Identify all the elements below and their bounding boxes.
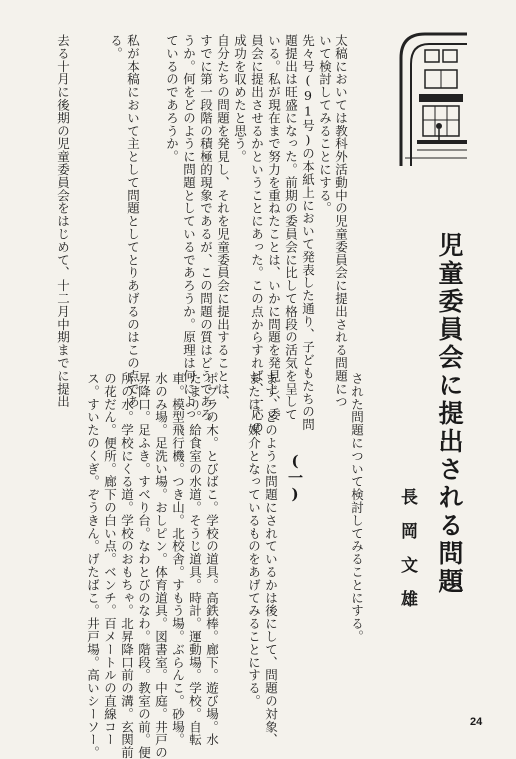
text-column: まず、どのように問題にされているかは後にして、問題の対象、 (263, 372, 279, 747)
text-column: 私が本稿において主として問題としてとりあげるのはこの点であ (125, 34, 141, 409)
section-marker: (一) (286, 452, 304, 503)
text-column: 自分たちの問題を発見し、それを児童委員会に提出することは、 (215, 34, 231, 409)
page-number: 24 (470, 716, 483, 728)
text-column: いて検討してみることにする。 (317, 34, 333, 215)
text-column: 成功を収めたと思う。 (232, 34, 248, 163)
list-column: たまり。給食室の水道。そうじ道具。時計。運動場。学校。自転 (187, 372, 203, 747)
author-name: 長岡文雄 (397, 488, 417, 624)
school-building-illustration (395, 28, 473, 168)
list-column: ポプラの木。とびばこ。学校の道具。高鉄棒。廊下。遊び場。水 (204, 372, 220, 747)
text-column: いる。私が現在まで努力を重ねたことは、いかに問題を発見し、委 (266, 34, 282, 421)
text-column: ているのであろうか。 (164, 34, 180, 163)
list-column: 車。模型飛行機。つき山。北校舎。すもう場。ぶらんこ。砂場。 (170, 372, 186, 747)
list-column: 昇降口。足ふき。すべり台。なわとびのなわ。階段。教室の前。便 (136, 372, 152, 759)
text-column: 去る十月に後期の児童委員会をはじめて、十二月中期までに提出 (55, 34, 71, 409)
text-column: 題提出は旺盛になった。前期の委員会に比して格段の活気を呈して (283, 34, 299, 421)
text-column: すでに第一段階の積極的現象であるが、この問題の質はどうであろ (198, 34, 214, 421)
text-column: された問題について検討してみることにする。 (349, 372, 365, 643)
text-column: 先々号(91号)の本紙上において発表した通り、子どもたちの問 (300, 34, 316, 431)
list-column: 水のみ場。足洗い場。おしピン。体育道具。図書室。中庭。井戸の (153, 372, 169, 759)
list-column: 所の水。学校にくる道。学校のおもちゃ。北昇降口前の溝。玄関前 (119, 372, 135, 759)
text-column: 太稿においては教科外活動中の児童委員会に提出される問題につ (333, 34, 349, 409)
text-column: うか。何をどのように問題としているであろうか。原理は何によっ (181, 34, 197, 421)
list-column: ス。すいたのくぎ。ぞうきん。げたばこ。井戸場。高いシーソー。 (85, 372, 101, 759)
text-column: 員会に提出させるかということにあった。この点からすれば、一応の (249, 34, 265, 434)
text-column: または、媒介となっているものをあげてみることにする。 (246, 372, 262, 708)
list-column: の花だん。便所。廊下の白い点。ベンチ。百メートルの直線コー (102, 372, 118, 747)
article-title: 児童委員会に提出される問題 (435, 232, 464, 596)
text-column: る。 (108, 34, 124, 60)
